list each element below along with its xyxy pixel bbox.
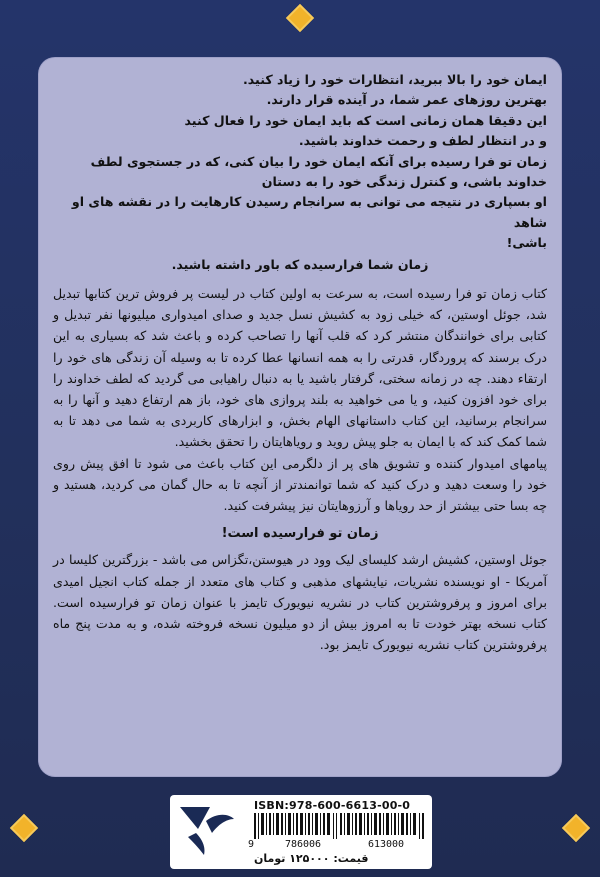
intro-line: باشی! xyxy=(506,235,547,251)
diamond-ornament-left xyxy=(10,814,38,842)
barcode-digit-group: 613000 xyxy=(367,839,405,850)
intro-block xyxy=(53,70,547,275)
description-paragraph: کتاب زمان تو فرا رسیده است، به سرعت به اولین کتاب در لیست پر فروش ترین کتابها تبدیل شد، جوئل اوستین، که خیلی زود به کشیش نسل جدید و صدای امیدواری میلیونها نفر تبدیل و کتابی برای خوانندگان منتشر کرد که قلب آنها را تصاحب کرده و باعث شد که بسیاری به این درک برسند که پروردگار، قدرتی را به همه انسانها عطا کرده تا به وسیله آن زندگی های خود را ارتقاء دهند. چه در زمانه سختی، گرفتار باشید یا به دنبال راهیابی می گردید که لطف خداوند را برای خود افزون کنید، و یا می خواهید به بلند پروازی های خود، باز هم ارتفاع دهید و آنها را به سرانجام برسانید، این کتاب داستانهای الهام بخش، و ابزارهای کاربردی به شما می دهد تا به شما کمک کند که با ایمان به جلو پیش روید و رویاهایتان را تحقق بخشید. xyxy=(53,286,547,450)
section-heading: زمان تو فرارسیده است! xyxy=(221,526,379,542)
isbn-text: ISBN:978-600-6613-00-0 xyxy=(254,799,411,812)
barcode-digit-lead: 9 xyxy=(248,839,255,850)
author-paragraph: جوئل اوستین، کشیش ارشد کلیسای لیک وود در هیوستن،تگزاس می باشد - بزرگترین کلیسا در آمریکا - او نویسنده نشریات، نیایشهای مذهبی و کتاب های متعدد از جمله کتاب انجیل امیدی برای امروز و پرفروشترین کتاب در نشریه نیویورک تایمز با عنوان زمان تو فرارسیده است. کتاب نسخه بهتر خودت تا به امروز بیش از دو میلیون نسخه فروخته شده، و به مدت پنج ماه پرفروشترین کتاب نشریه نیویورک تایمز بود. xyxy=(53,552,547,653)
text-panel xyxy=(39,58,561,776)
price-text: قیمت: ۱۲۵۰۰۰ تومان xyxy=(254,852,369,865)
intro-line: ایمان خود را بالا ببرید، انتظارات خود را زیاد کنید. xyxy=(243,72,547,87)
intro-line: او بسپاری در نتیجه می توانی به سرانجام رسیدن کارهایت را در نقشه های او شاهد xyxy=(71,194,547,230)
description-paragraph: پیامهای امیدوار کننده و تشویق های پر از دلگرمی این کتاب باعث می شود تا افق پیش روی خود را وسعت دهید و درک کنید که شما توانمندتر از آنچه تا به حال گمان می کردید، هستید و چه بسا حتی بیشتر از حد رویاها و آرزوهایتان نیز پیشرفت کنید. xyxy=(53,455,547,514)
intro-closing: زمان شما فرارسیده که باور داشته باشید. xyxy=(171,256,429,272)
barcode-digit-group: 786006 xyxy=(284,839,322,850)
diamond-ornament-top xyxy=(286,4,314,32)
intro-line: خداوند باشی، و کنترل زندگی خود را به دستان xyxy=(261,174,547,190)
author-block xyxy=(53,549,547,655)
intro-line: و در انتظار لطف و رحمت خداوند باشید. xyxy=(298,133,547,149)
intro-line: این دقیقا همان زمانی است که باید ایمان خود را فعال کنید xyxy=(184,112,547,128)
barcode-digits xyxy=(248,839,428,851)
barcode-label xyxy=(170,795,432,869)
intro-line: بهترین روزهای عمر شما، در آینده قرار دارند. xyxy=(266,92,547,108)
barcode-icon xyxy=(254,813,426,839)
description-block xyxy=(53,283,547,516)
intro-line: زمان تو فرا رسیده برای آنکه ایمان خود را بیان کنی، که در جستجوی لطف xyxy=(90,153,547,169)
diamond-ornament-right xyxy=(562,814,590,842)
publisher-logo-icon xyxy=(176,799,238,857)
